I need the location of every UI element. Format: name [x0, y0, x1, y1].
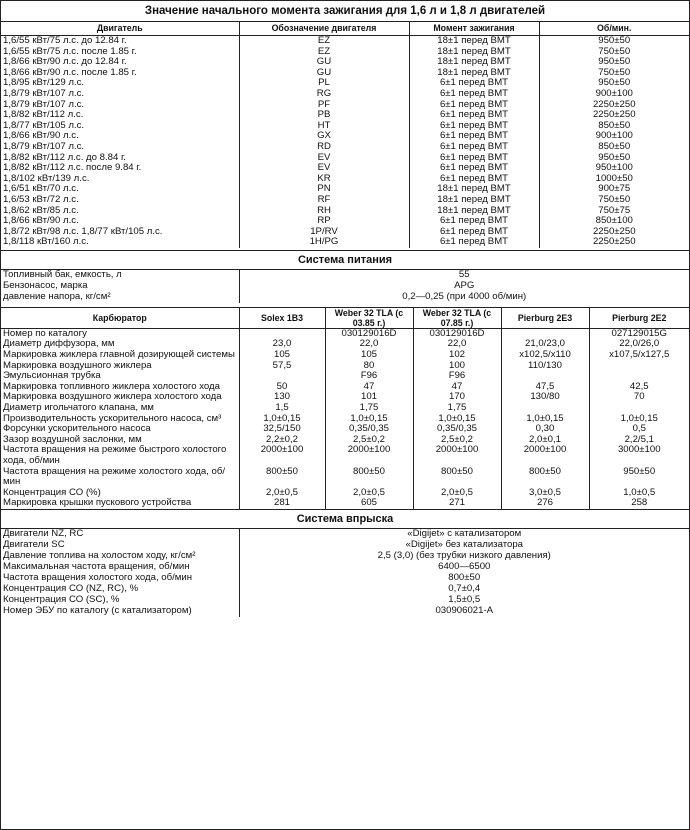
pierburg-2e2-value: 1,0±0,5: [589, 488, 689, 499]
rpm-cell: 900±100: [539, 131, 689, 142]
weber-2-value: 2,5±0,2: [413, 435, 501, 446]
table-row: [1, 392, 689, 403]
table-row: [1, 153, 689, 164]
param-label: Форсунки ускорительного насоса: [3, 424, 151, 435]
param-label: Концентрация СО (%): [3, 487, 101, 498]
engine-cell: 1,8/82 кВт/112 л.с.: [3, 110, 84, 121]
table-row: [1, 414, 689, 425]
ignition-timing-cell: 18±1 перед ВМТ: [409, 68, 539, 79]
engine-code-cell: EZ: [239, 36, 409, 47]
engine-code-cell: PB: [239, 110, 409, 121]
table-row: [1, 498, 689, 509]
param-label: Диаметр диффузора, мм: [3, 339, 115, 350]
ignition-timing-cell: 18±1 перед ВМТ: [409, 195, 539, 206]
solex-value: 105: [239, 350, 325, 361]
table-row: [1, 121, 689, 132]
solex-value: 1,0±0,15: [239, 414, 325, 425]
table-row: [1, 573, 689, 584]
weber-2-value: 2000±100: [413, 445, 501, 466]
engine-code-cell: PN: [239, 184, 409, 195]
table-row: [1, 403, 689, 414]
engine-code-cell: GU: [239, 57, 409, 68]
engine-cell: 1,6/51 кВт/70 л.с.: [3, 184, 79, 195]
engine-cell: 1,6/53 кВт/72 л.с.: [3, 194, 79, 205]
pierburg-2e3-value: [501, 403, 589, 414]
ignition-timing-cell: 18±1 перед ВМТ: [409, 47, 539, 58]
header-rpm: Об/мин.: [539, 22, 689, 36]
pierburg-2e2-value: [589, 371, 689, 382]
weber-1-value: 2,0±0,5: [325, 488, 413, 499]
pierburg-2e3-value: 3,0±0,5: [501, 488, 589, 499]
table-row: [1, 131, 689, 142]
param-value: 0,7±0,4: [239, 584, 689, 595]
ignition-timing-cell: 6±1 перед ВМТ: [409, 227, 539, 238]
solex-value: 57,5: [239, 361, 325, 372]
weber-1-value: 47: [325, 382, 413, 393]
solex-value: 2,0±0,5: [239, 488, 325, 499]
table-row: [1, 57, 689, 68]
table-row: [1, 36, 689, 47]
table-row: [1, 562, 689, 573]
table-row: [1, 606, 689, 617]
engine-cell: 1,8/118 кВт/160 л.с.: [3, 237, 89, 248]
table-row: [1, 174, 689, 185]
weber-2-value: 47: [413, 382, 501, 393]
pierburg-2e3-value: x102,5/x110: [501, 350, 589, 361]
engine-code-cell: 1H/PG: [239, 237, 409, 248]
engine-code-cell: GX: [239, 131, 409, 142]
weber-1-value: 105: [325, 350, 413, 361]
param-value: 030906021-A: [239, 606, 689, 617]
rpm-cell: 950±50: [539, 78, 689, 89]
weber-1-value: F96: [325, 371, 413, 382]
injection-section-title: Система впрыска: [1, 509, 689, 529]
rpm-cell: 750±50: [539, 195, 689, 206]
table-row: [1, 467, 689, 488]
ignition-timing-cell: 6±1 перед ВМТ: [409, 110, 539, 121]
engine-cell: 1,8/77 кВт/105 л.с.: [3, 120, 85, 131]
param-label: Топливный бак, емкость, л: [3, 269, 122, 280]
table-row: [1, 216, 689, 227]
weber-2-value: 1,75: [413, 403, 501, 414]
pierburg-2e2-value: [589, 361, 689, 372]
header-engine-code: Обозначение двигателя: [239, 22, 409, 36]
rpm-cell: 850±50: [539, 142, 689, 153]
ignition-timing-cell: 6±1 перед ВМТ: [409, 174, 539, 185]
param-label: Концентрация СО (NZ, RC), %: [3, 583, 139, 594]
pierburg-2e3-value: 1,0±0,15: [501, 414, 589, 425]
param-value: «Digijet» без катализатора: [239, 540, 689, 551]
rpm-cell: 950±50: [539, 57, 689, 68]
injection-table: [1, 529, 689, 617]
header-pierburg-2e3: Pierburg 2E3: [501, 307, 589, 328]
pierburg-2e3-value: 0,30: [501, 424, 589, 435]
rpm-cell: 2250±250: [539, 100, 689, 111]
table-row: [1, 382, 689, 393]
weber-1-value: 1,75: [325, 403, 413, 414]
param-label: Маркировка воздушного жиклера: [3, 360, 152, 371]
solex-value: 32,5/150: [239, 424, 325, 435]
ignition-timing-cell: 6±1 перед ВМТ: [409, 89, 539, 100]
ignition-timing-cell: 6±1 перед ВМТ: [409, 121, 539, 132]
weber-1-value: 030129016D: [325, 328, 413, 339]
param-label: Двигатели NZ, RC: [3, 528, 84, 539]
rpm-cell: 750±75: [539, 206, 689, 217]
weber-2-value: 2,0±0,5: [413, 488, 501, 499]
rpm-cell: 900±75: [539, 184, 689, 195]
pierburg-2e3-value: [501, 328, 589, 339]
pierburg-2e3-value: 800±50: [501, 467, 589, 488]
table-row: [1, 195, 689, 206]
param-label: Бензонасос, марка: [3, 280, 88, 291]
solex-value: [239, 328, 325, 339]
param-label: Номер по каталогу: [3, 328, 87, 339]
table-row: [1, 529, 689, 540]
table-row: [1, 47, 689, 58]
table-row: [1, 100, 689, 111]
pierburg-2e2-value: 258: [589, 498, 689, 509]
rpm-cell: 950±50: [539, 153, 689, 164]
table-row: [1, 142, 689, 153]
solex-value: 2,2±0,2: [239, 435, 325, 446]
table-row: [1, 110, 689, 121]
ignition-timing-cell: 6±1 перед ВМТ: [409, 237, 539, 248]
engine-code-cell: EV: [239, 163, 409, 174]
solex-value: 2000±100: [239, 445, 325, 466]
engine-cell: 1,8/82 кВт/112 л.с. до 8.84 г.: [3, 152, 126, 163]
param-label: Концентрация СО (SC), %: [3, 594, 120, 605]
engine-cell: 1,8/95 кВт/129 л.с.: [3, 78, 85, 89]
weber-1-value: 22,0: [325, 339, 413, 350]
weber-1-value: 80: [325, 361, 413, 372]
table-row: [1, 339, 689, 350]
pierburg-2e2-value: 70: [589, 392, 689, 403]
param-value: 0,2—0,25 (при 4000 об/мин): [239, 292, 689, 303]
weber-2-value: 271: [413, 498, 501, 509]
param-label: Маркировка крышки пускового устройства: [3, 498, 192, 509]
ignition-body: [1, 36, 689, 248]
param-value: 2,5 (3,0) (без трубки низкого давления): [239, 551, 689, 562]
param-value: «Digijet» с катализатором: [239, 529, 689, 540]
pierburg-2e2-value: 2,2/5,1: [589, 435, 689, 446]
pierburg-2e2-value: 027129015G: [589, 328, 689, 339]
pierburg-2e2-value: 0,5: [589, 424, 689, 435]
param-label: Двигатели SC: [3, 539, 65, 550]
engine-code-cell: PF: [239, 100, 409, 111]
rpm-cell: 950±50: [539, 36, 689, 47]
engine-cell: 1,8/79 кВт/107 л.с.: [3, 99, 85, 110]
weber-1-value: 605: [325, 498, 413, 509]
weber-2-value: 22,0: [413, 339, 501, 350]
pierburg-2e2-value: 3000±100: [589, 445, 689, 466]
engine-cell: 1,8/66 кВт/90 л.с. после 1.85 г.: [3, 67, 137, 78]
header-ignition-timing: Момент зажигания: [409, 22, 539, 36]
engine-cell: 1,8/66 кВт/90 л.с. до 12.84 г.: [3, 57, 127, 68]
table-row: [1, 237, 689, 248]
table-row: [1, 328, 689, 339]
injection-body: [1, 529, 689, 617]
solex-value: 281: [239, 498, 325, 509]
header-weber-1: Weber 32 TLA (с 03.85 г.): [325, 307, 413, 328]
rpm-cell: 950±100: [539, 163, 689, 174]
table-row: [1, 371, 689, 382]
engine-code-cell: GU: [239, 68, 409, 79]
weber-1-value: 1,0±0,15: [325, 414, 413, 425]
engine-code-cell: EZ: [239, 47, 409, 58]
param-value: 800±50: [239, 573, 689, 584]
solex-value: 50: [239, 382, 325, 393]
solex-value: 130: [239, 392, 325, 403]
param-label: Маркировка топливного жиклера холостого хода: [3, 381, 220, 392]
solex-value: 23,0: [239, 339, 325, 350]
engine-cell: 1,6/55 кВт/75 л.с. до 12.84 г.: [3, 35, 127, 46]
ignition-timing-cell: 6±1 перед ВМТ: [409, 78, 539, 89]
fuel-table: [1, 270, 689, 303]
table-row: [1, 361, 689, 372]
ignition-timing-cell: 6±1 перед ВМТ: [409, 100, 539, 111]
table-row: [1, 78, 689, 89]
param-label: Зазор воздушной заслонки, мм: [3, 434, 142, 445]
param-label: Диаметр игольчатого клапана, мм: [3, 403, 154, 414]
table-row: [1, 350, 689, 361]
carburetor-table: [1, 307, 689, 509]
table-row: [1, 551, 689, 562]
weber-2-value: 170: [413, 392, 501, 403]
fuel-body: [1, 270, 689, 303]
pierburg-2e3-value: 276: [501, 498, 589, 509]
ignition-table: [1, 22, 689, 248]
param-label: Частота вращения на режиме быстрого холостого хода, об/мин: [3, 445, 227, 466]
table-row: [1, 281, 689, 292]
engine-code-cell: RG: [239, 89, 409, 100]
rpm-cell: 850±50: [539, 121, 689, 132]
table-row: [1, 163, 689, 174]
engine-code-cell: RH: [239, 206, 409, 217]
pierburg-2e2-value: 950±50: [589, 467, 689, 488]
solex-value: 1,5: [239, 403, 325, 414]
rpm-cell: 2250±250: [539, 237, 689, 248]
rpm-cell: 750±50: [539, 47, 689, 58]
weber-2-value: F96: [413, 371, 501, 382]
param-label: Давление топлива на холостом ходу, кг/см²: [3, 550, 196, 561]
table-row: [1, 595, 689, 606]
pierburg-2e2-value: 42,5: [589, 382, 689, 393]
header-carburetor: Карбюратор: [1, 307, 239, 328]
ignition-header-row: [1, 22, 689, 36]
engine-cell: 1,8/66 кВт/90 л.с.: [3, 216, 79, 227]
ignition-timing-cell: 6±1 перед ВМТ: [409, 216, 539, 227]
table-row: [1, 270, 689, 281]
header-weber-2: Weber 32 TLA (с 07.85 г.): [413, 307, 501, 328]
engine-code-cell: HT: [239, 121, 409, 132]
engine-code-cell: PL: [239, 78, 409, 89]
table-row: [1, 292, 689, 303]
param-label: Номер ЭБУ по каталогу (с катализатором): [3, 605, 192, 616]
weber-1-value: 2000±100: [325, 445, 413, 466]
engine-cell: 1,6/55 кВт/75 л.с. после 1.85 г.: [3, 46, 137, 57]
ignition-timing-cell: 18±1 перед ВМТ: [409, 36, 539, 47]
engine-cell: 1,8/72 кВт/98 л.с. 1,8/77 кВт/105 л.с.: [3, 226, 163, 237]
param-label: Маркировка воздушного жиклера холостого хода: [3, 392, 222, 403]
pierburg-2e2-value: x107,5/x127,5: [589, 350, 689, 361]
ignition-timing-cell: 18±1 перед ВМТ: [409, 57, 539, 68]
ignition-timing-cell: 6±1 перед ВМТ: [409, 163, 539, 174]
table-row: [1, 445, 689, 466]
pierburg-2e3-value: [501, 371, 589, 382]
rpm-cell: 750±50: [539, 68, 689, 79]
ignition-timing-cell: 6±1 перед ВМТ: [409, 131, 539, 142]
ignition-timing-cell: 18±1 перед ВМТ: [409, 206, 539, 217]
weber-1-value: 2,5±0,2: [325, 435, 413, 446]
weber-1-value: 0,35/0,35: [325, 424, 413, 435]
table-row: [1, 488, 689, 499]
engine-cell: 1,8/79 кВт/107 л.с.: [3, 141, 85, 152]
ignition-timing-cell: 6±1 перед ВМТ: [409, 153, 539, 164]
solex-value: 800±50: [239, 467, 325, 488]
param-value: 6400—6500: [239, 562, 689, 573]
pierburg-2e3-value: 2000±100: [501, 445, 589, 466]
weber-1-value: 800±50: [325, 467, 413, 488]
header-solex: Solex 1B3: [239, 307, 325, 328]
table-row: [1, 68, 689, 79]
table-row: [1, 540, 689, 551]
pierburg-2e3-value: 2,0±0,1: [501, 435, 589, 446]
param-value: APG: [239, 281, 689, 292]
weber-2-value: 800±50: [413, 467, 501, 488]
engine-cell: 1,8/79 кВт/107 л.с.: [3, 88, 85, 99]
param-label: Частота вращения холостого хода, об/мин: [3, 572, 193, 583]
engine-cell: 1,8/102 кВт/139 л.с.: [3, 173, 90, 184]
rpm-cell: 2250±250: [539, 110, 689, 121]
pierburg-2e3-value: 110/130: [501, 361, 589, 372]
engine-code-cell: 1P/RV: [239, 227, 409, 238]
engine-code-cell: EV: [239, 153, 409, 164]
pierburg-2e3-value: 21,0/23,0: [501, 339, 589, 350]
param-label: Максимальная частота вращения, об/мин: [3, 561, 190, 572]
weber-2-value: 1,0±0,15: [413, 414, 501, 425]
rpm-cell: 1000±50: [539, 174, 689, 185]
param-label: давление напора, кг/см²: [3, 291, 111, 302]
carburetor-header-row: [1, 307, 689, 328]
engine-cell: 1,8/82 кВт/112 л.с. после 9.84 г.: [3, 163, 142, 174]
solex-value: [239, 371, 325, 382]
ignition-title: Значение начального момента зажигания для 1,6 л и 1,8 л двигателей: [1, 1, 689, 22]
fuel-section-title: Система питания: [1, 250, 689, 270]
header-pierburg-2e2: Pierburg 2E2: [589, 307, 689, 328]
header-engine: Двигатель: [1, 22, 239, 36]
ignition-timing-cell: 6±1 перед ВМТ: [409, 142, 539, 153]
weber-2-value: 0,35/0,35: [413, 424, 501, 435]
pierburg-2e2-value: [589, 403, 689, 414]
weber-2-value: 102: [413, 350, 501, 361]
engine-code-cell: RF: [239, 195, 409, 206]
table-row: [1, 584, 689, 595]
table-row: [1, 184, 689, 195]
param-value: 55: [239, 270, 689, 281]
pierburg-2e2-value: 22,0/26,0: [589, 339, 689, 350]
param-label: Маркировка жиклера главной дозирующей системы: [3, 350, 235, 361]
weber-2-value: 100: [413, 361, 501, 372]
engine-code-cell: RD: [239, 142, 409, 153]
engine-cell: 1,8/62 кВт/85 л.с.: [3, 205, 79, 216]
table-row: [1, 206, 689, 217]
carburetor-body: [1, 328, 689, 509]
engine-cell: 1,8/66 кВт/90 л.с.: [3, 131, 79, 142]
pierburg-2e3-value: 130/80: [501, 392, 589, 403]
engine-code-cell: KR: [239, 174, 409, 185]
rpm-cell: 850±100: [539, 216, 689, 227]
param-value: 1,5±0,5: [239, 595, 689, 606]
param-label: Частота вращения на режиме холостого хода, об/мин: [3, 466, 226, 488]
table-row: [1, 227, 689, 238]
rpm-cell: 900±100: [539, 89, 689, 100]
rpm-cell: 2250±250: [539, 227, 689, 238]
param-label: Производительность ускорительного насоса, см³: [3, 413, 222, 424]
table-row: [1, 89, 689, 100]
param-label: Эмульсионная трубка: [3, 371, 101, 382]
engine-code-cell: RP: [239, 216, 409, 227]
table-row: [1, 424, 689, 435]
ignition-timing-cell: 18±1 перед ВМТ: [409, 184, 539, 195]
table-row: [1, 435, 689, 446]
pierburg-2e2-value: 1,0±0,15: [589, 414, 689, 425]
weber-1-value: 101: [325, 392, 413, 403]
pierburg-2e3-value: 47,5: [501, 382, 589, 393]
weber-2-value: 030129016D: [413, 328, 501, 339]
